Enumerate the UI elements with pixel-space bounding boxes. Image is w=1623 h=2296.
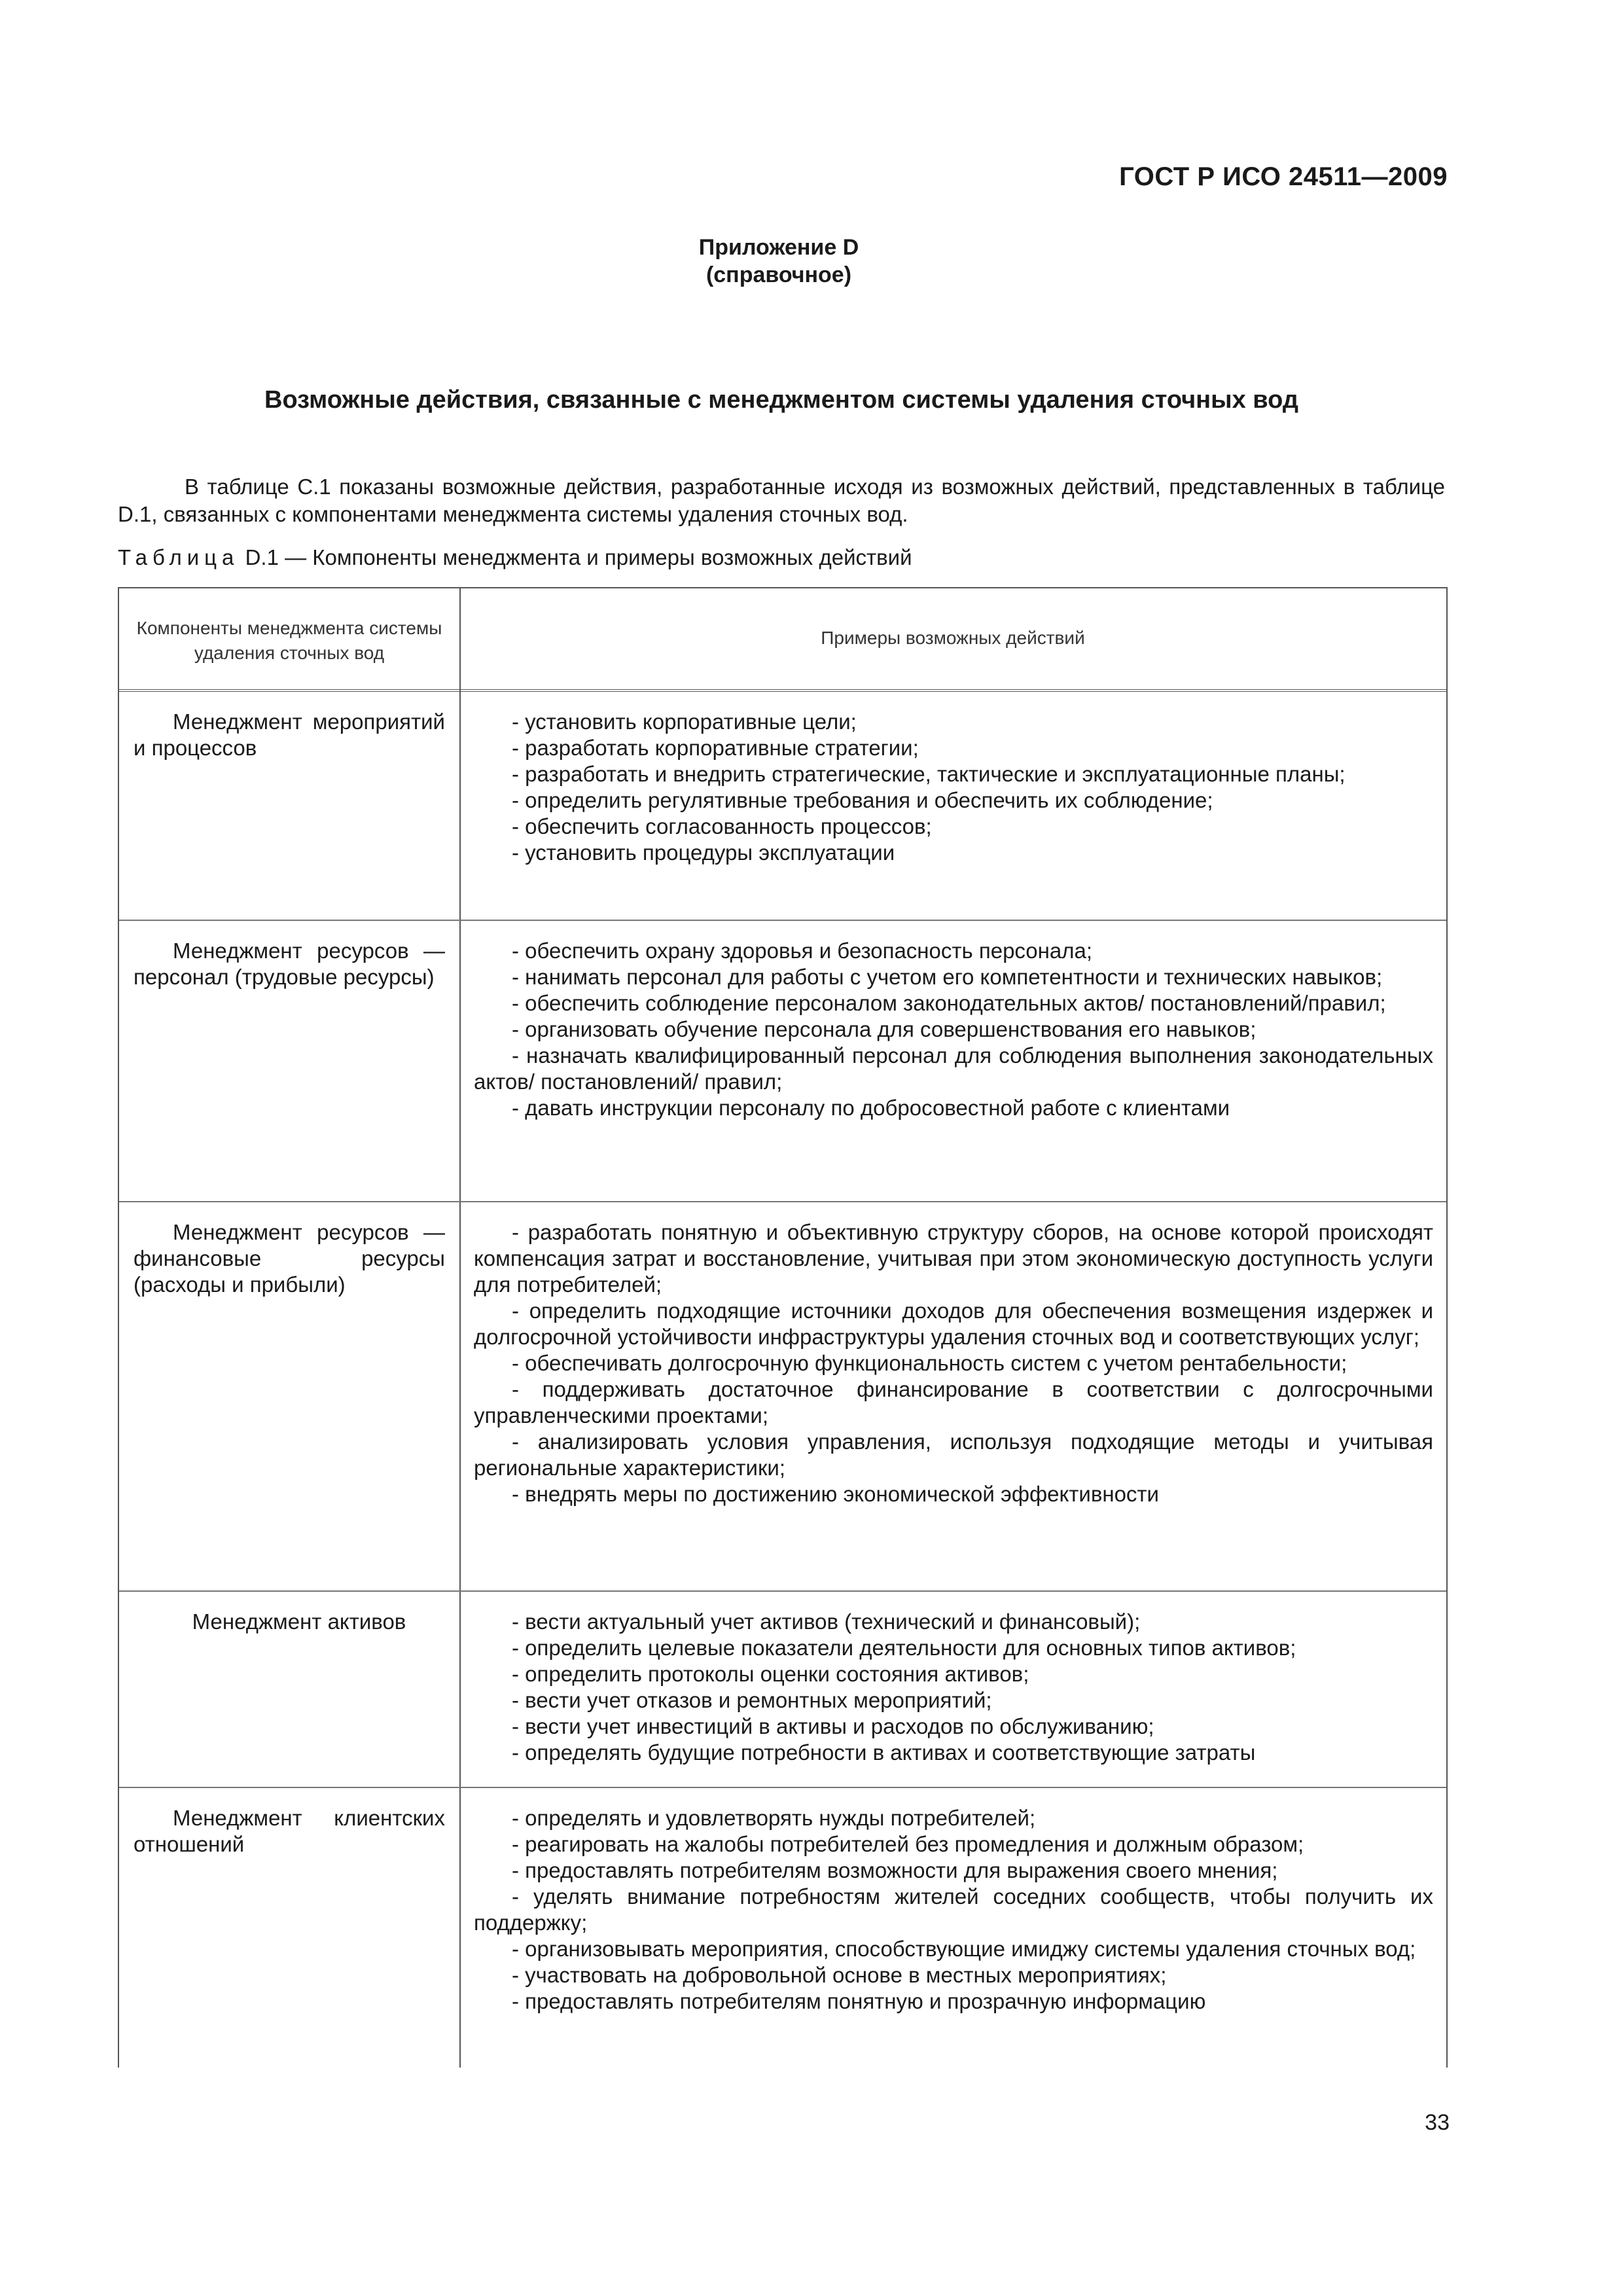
table-row: [119, 921, 1446, 1202]
appendix-subtitle: (справочное): [705, 262, 852, 287]
action-item: - определить регулятивные требования и обеспечить их соблюдение;: [474, 787, 1433, 814]
action-item: - реагировать на жалобы потребителей без промедления и должным образом;: [474, 1831, 1433, 1857]
component-cell: Менеджмент клиентских отношений: [134, 1806, 445, 1856]
action-item: - обеспечить согласованность процессов;: [474, 814, 1433, 840]
action-item: - определить протоколы оценки состояния активов;: [474, 1661, 1433, 1687]
action-item: - предоставлять потребителям возможности для выражения своего мнения;: [474, 1857, 1433, 1884]
action-item: - разработать и внедрить стратегические, тактические и эксплуатационные планы;: [474, 761, 1433, 787]
action-item: - анализировать условия управления, используя подходящие методы и учитывая региональные характеристики;: [474, 1429, 1433, 1481]
action-item: - поддерживать достаточное финансирование в соответствии с долгосрочными управленческими проектами;: [474, 1376, 1433, 1429]
component-cell: Менеджмент ресурсов — финансовые ресурсы (расходы и прибыли): [134, 1220, 445, 1297]
intro-paragraph: В таблице С.1 показаны возможные действия, разработанные исходя из возможных действий, представленных в таблице D.1, связанных с компонентами менеджмента системы удаления сточных вод.: [118, 475, 1445, 526]
action-item: - организовывать мероприятия, способствующие имиджу системы удаления сточных вод;: [474, 1936, 1433, 1962]
table-header: [119, 588, 1446, 692]
header-component: Компоненты менеджмента системы удаления сточных вод: [136, 618, 442, 663]
component-cell: Менеджмент активов: [192, 1609, 406, 1634]
document-code: ГОСТ Р ИСО 24511—2009: [1119, 162, 1448, 191]
action-item: - уделять внимание потребностям жителей соседних сообществ, чтобы получить их поддержку;: [474, 1884, 1433, 1936]
action-item: - организовать обучение персонала для совершенствования его навыков;: [474, 1016, 1433, 1043]
action-item: - определять будущие потребности в активах и соответствующие затраты: [474, 1740, 1433, 1766]
action-item: - участвовать на добровольной основе в местных мероприятиях;: [474, 1962, 1433, 1988]
action-item: - вести актуальный учет активов (технический и финансовый);: [474, 1609, 1433, 1635]
action-item: - назначать квалифицированный персонал для соблюдения выполнения законодательных актов/ постановлений/ правил;: [474, 1043, 1433, 1095]
actions-cell: [474, 938, 1433, 1121]
table-row: [119, 1788, 1446, 2068]
action-item: - определить подходящие источники доходов для обеспечения возмещения издержек и долгосрочной устойчивости инфраструктуры удаления сточных вод и соответствующих услуг;: [474, 1298, 1433, 1350]
action-item: - определять и удовлетворять нужды потребителей;: [474, 1805, 1433, 1831]
table-row: [119, 1592, 1446, 1788]
actions-cell: [474, 1805, 1433, 2015]
header-actions: Примеры возможных действий: [821, 628, 1085, 648]
table-row: [119, 692, 1446, 921]
section-title: Возможные действия, связанные с менеджментом системы удаления сточных вод: [264, 386, 1298, 414]
action-item: - обеспечить охрану здоровья и безопасность персонала;: [474, 938, 1433, 964]
table-caption-text: D.1 — Компоненты менеджмента и примеры возможных действий: [245, 545, 912, 569]
action-item: - установить корпоративные цели;: [474, 709, 1433, 735]
actions-cell: [474, 1609, 1433, 1766]
component-cell: Менеджмент ресурсов — персонал (трудовые ресурсы): [134, 939, 445, 989]
action-item: - определить целевые показатели деятельности для основных типов активов;: [474, 1635, 1433, 1661]
action-item: - разработать понятную и объективную структуру сборов, на основе которой происходят компенсация затрат и восстановление, учитывая при этом экономическую доступность услуги для потребителей;: [474, 1219, 1433, 1298]
component-cell: Менеджмент мероприятий и процессов: [134, 709, 445, 760]
action-item: - обеспечивать долгосрочную функциональность систем с учетом рентабельности;: [474, 1350, 1433, 1376]
table-row: [119, 1202, 1446, 1592]
actions-cell: [474, 709, 1433, 866]
actions-cell: [474, 1219, 1433, 1507]
action-item: - предоставлять потребителям понятную и прозрачную информацию: [474, 1988, 1433, 2015]
action-item: - вести учет отказов и ремонтных мероприятий;: [474, 1687, 1433, 1713]
action-item: - внедрять меры по достижению экономической эффективности: [474, 1481, 1433, 1507]
action-item: - вести учет инвестиций в активы и расходов по обслуживанию;: [474, 1713, 1433, 1740]
page-number: 33: [1425, 2110, 1450, 2135]
action-item: - нанимать персонал для работы с учетом его компетентности и технических навыков;: [474, 964, 1433, 990]
components-table: [118, 587, 1448, 2068]
table-caption: [118, 545, 912, 570]
table-caption-label: Таблица: [118, 545, 240, 569]
action-item: - установить процедуры эксплуатации: [474, 840, 1433, 866]
action-item: - разработать корпоративные стратегии;: [474, 735, 1433, 761]
action-item: - давать инструкции персоналу по добросовестной работе с клиентами: [474, 1095, 1433, 1121]
action-item: - обеспечить соблюдение персоналом законодательных актов/ постановлений/правил;: [474, 990, 1433, 1016]
appendix-title: Приложение D: [698, 235, 859, 260]
